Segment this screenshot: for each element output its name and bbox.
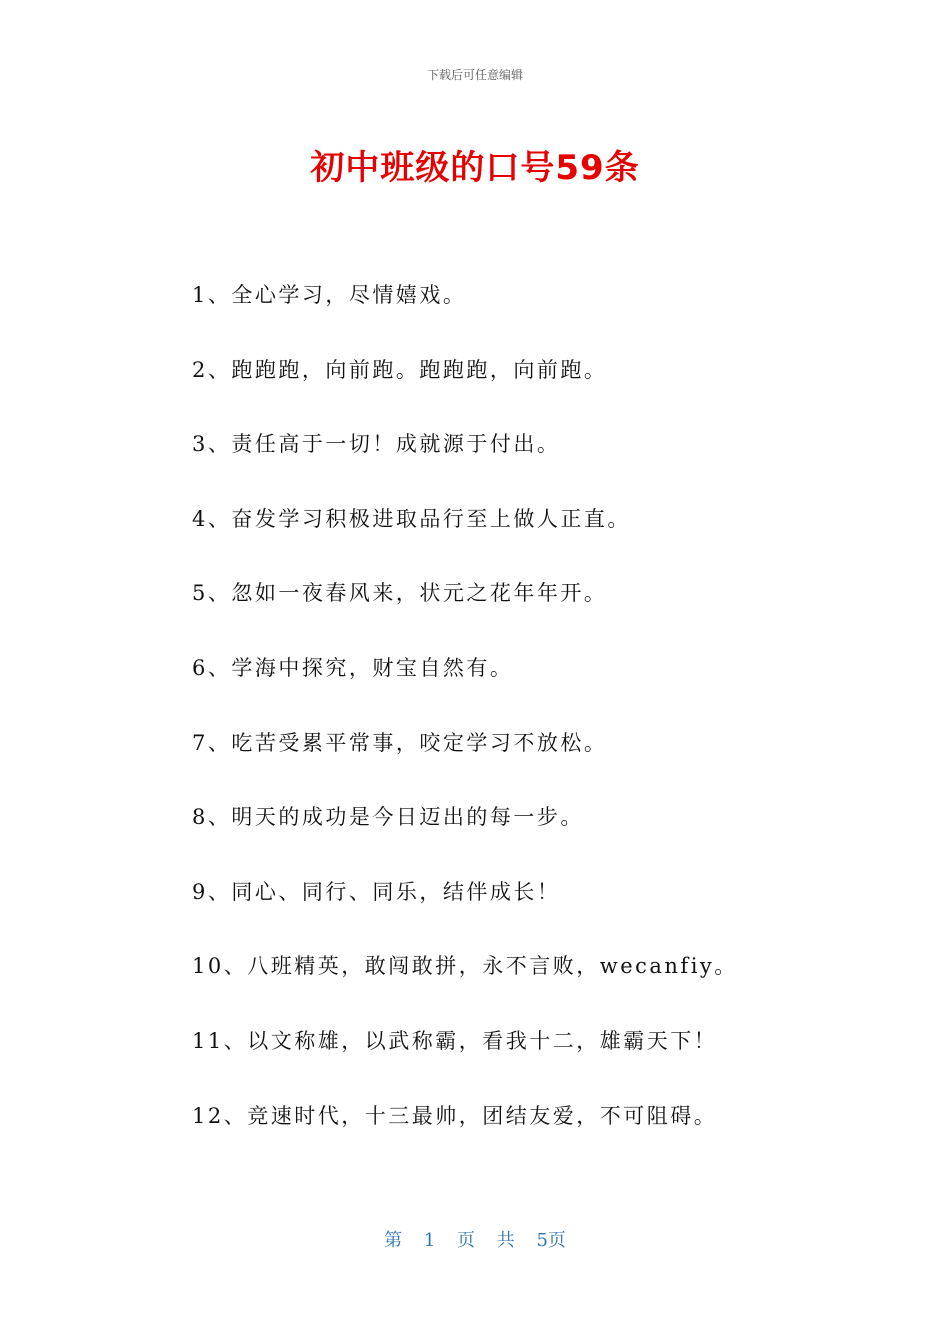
list-item: 4、奋发学习积极进取品行至上做人正直。 — [192, 506, 631, 531]
list-item: 9、同心、同行、同乐，结伴成长！ — [192, 879, 561, 904]
page-footer — [0, 1226, 950, 1252]
list-item: 12、竞速时代，十三最帅，团结友爱，不可阻碍。 — [192, 1103, 718, 1128]
list-item: 7、吃苦受累平常事，咬定学习不放松。 — [192, 730, 608, 755]
page-unit: 页 — [457, 1230, 475, 1251]
list-item: 3、责任高于一切！成就源于付出。 — [192, 432, 561, 457]
list-item: 8、明天的成功是今日迈出的每一步。 — [192, 805, 584, 830]
list-item: 10、八班精英，敢闯敢拼，永不言败，wecanfiy。 — [192, 954, 738, 979]
page-number: 1 — [423, 1230, 436, 1251]
total-pages: 5页 — [536, 1230, 566, 1251]
page-label: 第 — [384, 1230, 403, 1251]
header-note: 下载后可任意编辑 — [426, 68, 523, 82]
list-item: 6、学海中探究，财宝自然有。 — [192, 655, 514, 680]
total-label: 共 — [496, 1230, 515, 1251]
list-item: 11、以文称雄，以武称霸，看我十二，雄霸天下！ — [192, 1028, 718, 1053]
document-title: 初中班级的口号59条 — [310, 148, 640, 188]
list-item: 2、跑跑跑，向前跑。跑跑跑，向前跑。 — [192, 357, 608, 382]
list-item: 1、全心学习，尽情嬉戏。 — [192, 283, 467, 307]
slogan-list — [192, 278, 832, 1173]
list-item: 5、忽如一夜春风来，状元之花年年开。 — [192, 581, 608, 606]
